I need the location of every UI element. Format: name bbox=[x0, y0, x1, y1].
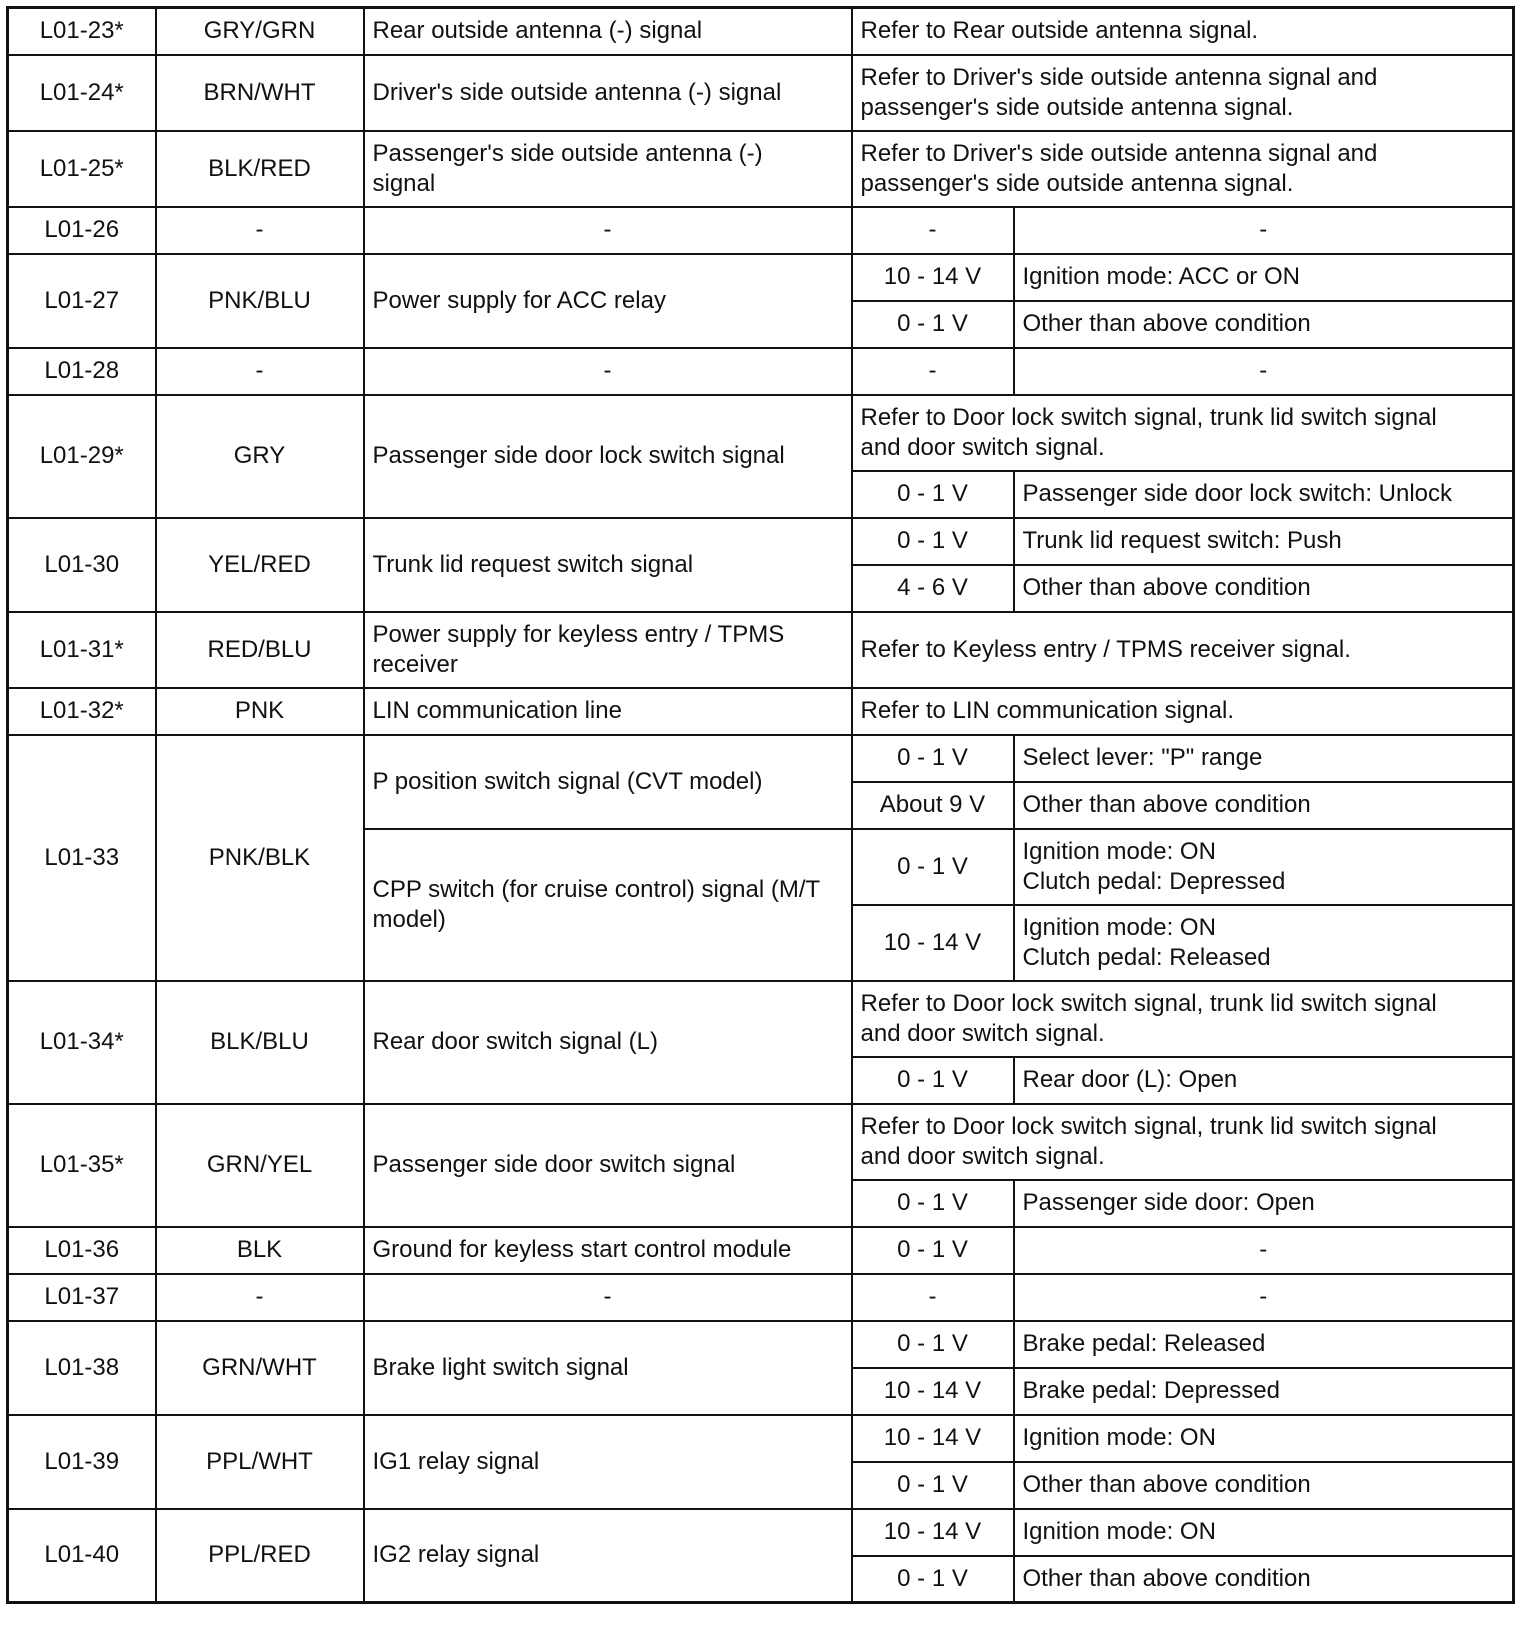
wire-color-cell: GRN/WHT bbox=[156, 1321, 364, 1415]
terminal-cell: L01-28 bbox=[8, 348, 156, 395]
wire-color-cell: GRY bbox=[156, 395, 364, 518]
description-cell: Trunk lid request switch signal bbox=[364, 518, 852, 612]
description-cell: Power supply for ACC relay bbox=[364, 254, 852, 348]
voltage-cell: 0 - 1 V bbox=[852, 1462, 1014, 1509]
wire-color-cell: - bbox=[156, 207, 364, 254]
wire-color-cell: BRN/WHT bbox=[156, 55, 364, 131]
table-row bbox=[8, 688, 1514, 735]
terminal-cell: L01-24* bbox=[8, 55, 156, 131]
table-row bbox=[8, 981, 1514, 1057]
reference-note-cell: Refer to Door lock switch signal, trunk lid switch signal and door switch signal. bbox=[852, 1104, 1514, 1180]
description-cell: Ground for keyless start control module bbox=[364, 1227, 852, 1274]
wire-color-cell: - bbox=[156, 348, 364, 395]
voltage-cell: 0 - 1 V bbox=[852, 471, 1014, 518]
wire-color-cell: BLK/RED bbox=[156, 131, 364, 207]
voltage-cell: 10 - 14 V bbox=[852, 1368, 1014, 1415]
condition-cell: Select lever: "P" range bbox=[1014, 735, 1514, 782]
condition-cell: Trunk lid request switch: Push bbox=[1014, 518, 1514, 565]
reference-note-cell: Refer to Driver's side outside antenna signal and passenger's side outside antenna signal. bbox=[852, 131, 1514, 207]
condition-cell: Passenger side door: Open bbox=[1014, 1180, 1514, 1227]
description-cell: - bbox=[364, 348, 852, 395]
condition-cell: Other than above condition bbox=[1014, 1462, 1514, 1509]
table-row bbox=[8, 8, 1514, 55]
voltage-cell: 0 - 1 V bbox=[852, 829, 1014, 905]
terminal-cell: L01-23* bbox=[8, 8, 156, 55]
wire-color-cell: GRN/YEL bbox=[156, 1104, 364, 1227]
condition-cell: - bbox=[1014, 207, 1514, 254]
description-cell: Driver's side outside antenna (-) signal bbox=[364, 55, 852, 131]
condition-cell: Ignition mode: ACC or ON bbox=[1014, 254, 1514, 301]
description-cell: Passenger side door lock switch signal bbox=[364, 395, 852, 518]
description-cell: Rear door switch signal (L) bbox=[364, 981, 852, 1104]
description-cell: - bbox=[364, 207, 852, 254]
condition-cell: Brake pedal: Depressed bbox=[1014, 1368, 1514, 1415]
wire-color-cell: PPL/WHT bbox=[156, 1415, 364, 1509]
reference-note-cell: Refer to Driver's side outside antenna signal and passenger's side outside antenna signal. bbox=[852, 55, 1514, 131]
description-cell: - bbox=[364, 1274, 852, 1321]
wire-color-cell: PNK/BLK bbox=[156, 735, 364, 981]
table-row bbox=[8, 518, 1514, 565]
terminal-cell: L01-34* bbox=[8, 981, 156, 1104]
voltage-cell: 4 - 6 V bbox=[852, 565, 1014, 612]
condition-cell: Other than above condition bbox=[1014, 782, 1514, 829]
reference-note-cell: Refer to Rear outside antenna signal. bbox=[852, 8, 1514, 55]
wire-color-cell: BLK bbox=[156, 1227, 364, 1274]
voltage-cell: - bbox=[852, 348, 1014, 395]
terminal-spec-table bbox=[6, 6, 1515, 1604]
wire-color-cell: - bbox=[156, 1274, 364, 1321]
voltage-cell: 0 - 1 V bbox=[852, 518, 1014, 565]
description-cell: Rear outside antenna (-) signal bbox=[364, 8, 852, 55]
wire-color-cell: PNK/BLU bbox=[156, 254, 364, 348]
description-cell: P position switch signal (CVT model) bbox=[364, 735, 852, 829]
wire-color-cell: YEL/RED bbox=[156, 518, 364, 612]
voltage-cell: 10 - 14 V bbox=[852, 1415, 1014, 1462]
terminal-cell: L01-30 bbox=[8, 518, 156, 612]
reference-note-cell: Refer to Keyless entry / TPMS receiver signal. bbox=[852, 612, 1514, 688]
terminal-cell: L01-39 bbox=[8, 1415, 156, 1509]
terminal-cell: L01-37 bbox=[8, 1274, 156, 1321]
condition-cell: Other than above condition bbox=[1014, 301, 1514, 348]
terminal-cell: L01-35* bbox=[8, 1104, 156, 1227]
description-cell: IG1 relay signal bbox=[364, 1415, 852, 1509]
wire-color-cell: GRY/GRN bbox=[156, 8, 364, 55]
table-row bbox=[8, 207, 1514, 254]
description-cell: CPP switch (for cruise control) signal (M/T model) bbox=[364, 829, 852, 981]
voltage-cell: - bbox=[852, 207, 1014, 254]
description-cell: Power supply for keyless entry / TPMS receiver bbox=[364, 612, 852, 688]
terminal-cell: L01-29* bbox=[8, 395, 156, 518]
voltage-cell: - bbox=[852, 1274, 1014, 1321]
wire-color-cell: BLK/BLU bbox=[156, 981, 364, 1104]
terminal-cell: L01-27 bbox=[8, 254, 156, 348]
reference-note-cell: Refer to Door lock switch signal, trunk lid switch signal and door switch signal. bbox=[852, 395, 1514, 471]
condition-cell: Passenger side door lock switch: Unlock bbox=[1014, 471, 1514, 518]
table-row bbox=[8, 1227, 1514, 1274]
terminal-cell: L01-38 bbox=[8, 1321, 156, 1415]
table-row bbox=[8, 612, 1514, 688]
voltage-cell: 10 - 14 V bbox=[852, 905, 1014, 981]
table-row bbox=[8, 1274, 1514, 1321]
table-row bbox=[8, 1509, 1514, 1556]
voltage-cell: 0 - 1 V bbox=[852, 1057, 1014, 1104]
table-row bbox=[8, 55, 1514, 131]
description-cell: Brake light switch signal bbox=[364, 1321, 852, 1415]
wire-color-cell: RED/BLU bbox=[156, 612, 364, 688]
terminal-cell: L01-32* bbox=[8, 688, 156, 735]
condition-cell: Other than above condition bbox=[1014, 565, 1514, 612]
table-row bbox=[8, 1415, 1514, 1462]
voltage-cell: 10 - 14 V bbox=[852, 1509, 1014, 1556]
terminal-cell: L01-25* bbox=[8, 131, 156, 207]
description-cell: IG2 relay signal bbox=[364, 1509, 852, 1603]
voltage-cell: 0 - 1 V bbox=[852, 1321, 1014, 1368]
table-row bbox=[8, 1321, 1514, 1368]
terminal-cell: L01-33 bbox=[8, 735, 156, 981]
table-row bbox=[8, 254, 1514, 301]
table-row bbox=[8, 735, 1514, 782]
condition-cell: - bbox=[1014, 348, 1514, 395]
table-row bbox=[8, 395, 1514, 471]
voltage-cell: 0 - 1 V bbox=[852, 301, 1014, 348]
table-row bbox=[8, 131, 1514, 207]
description-cell: LIN communication line bbox=[364, 688, 852, 735]
terminal-cell: L01-26 bbox=[8, 207, 156, 254]
condition-cell: Ignition mode: ON Clutch pedal: Depressed bbox=[1014, 829, 1514, 905]
condition-cell: - bbox=[1014, 1274, 1514, 1321]
condition-cell: Rear door (L): Open bbox=[1014, 1057, 1514, 1104]
reference-note-cell: Refer to Door lock switch signal, trunk lid switch signal and door switch signal. bbox=[852, 981, 1514, 1057]
wire-color-cell: PPL/RED bbox=[156, 1509, 364, 1603]
terminal-cell: L01-36 bbox=[8, 1227, 156, 1274]
voltage-cell: 10 - 14 V bbox=[852, 254, 1014, 301]
condition-cell: Ignition mode: ON bbox=[1014, 1509, 1514, 1556]
voltage-cell: 0 - 1 V bbox=[852, 1180, 1014, 1227]
description-cell: Passenger side door switch signal bbox=[364, 1104, 852, 1227]
voltage-cell: 0 - 1 V bbox=[852, 1556, 1014, 1603]
table-row bbox=[8, 1104, 1514, 1180]
voltage-cell: 0 - 1 V bbox=[852, 1227, 1014, 1274]
wire-color-cell: PNK bbox=[156, 688, 364, 735]
condition-cell: Other than above condition bbox=[1014, 1556, 1514, 1603]
condition-cell: Ignition mode: ON bbox=[1014, 1415, 1514, 1462]
voltage-cell: About 9 V bbox=[852, 782, 1014, 829]
condition-cell: Ignition mode: ON Clutch pedal: Released bbox=[1014, 905, 1514, 981]
condition-cell: Brake pedal: Released bbox=[1014, 1321, 1514, 1368]
voltage-cell: 0 - 1 V bbox=[852, 735, 1014, 782]
reference-note-cell: Refer to LIN communication signal. bbox=[852, 688, 1514, 735]
description-cell: Passenger's side outside antenna (-) signal bbox=[364, 131, 852, 207]
terminal-cell: L01-40 bbox=[8, 1509, 156, 1603]
condition-cell: - bbox=[1014, 1227, 1514, 1274]
table-row bbox=[8, 348, 1514, 395]
terminal-cell: L01-31* bbox=[8, 612, 156, 688]
